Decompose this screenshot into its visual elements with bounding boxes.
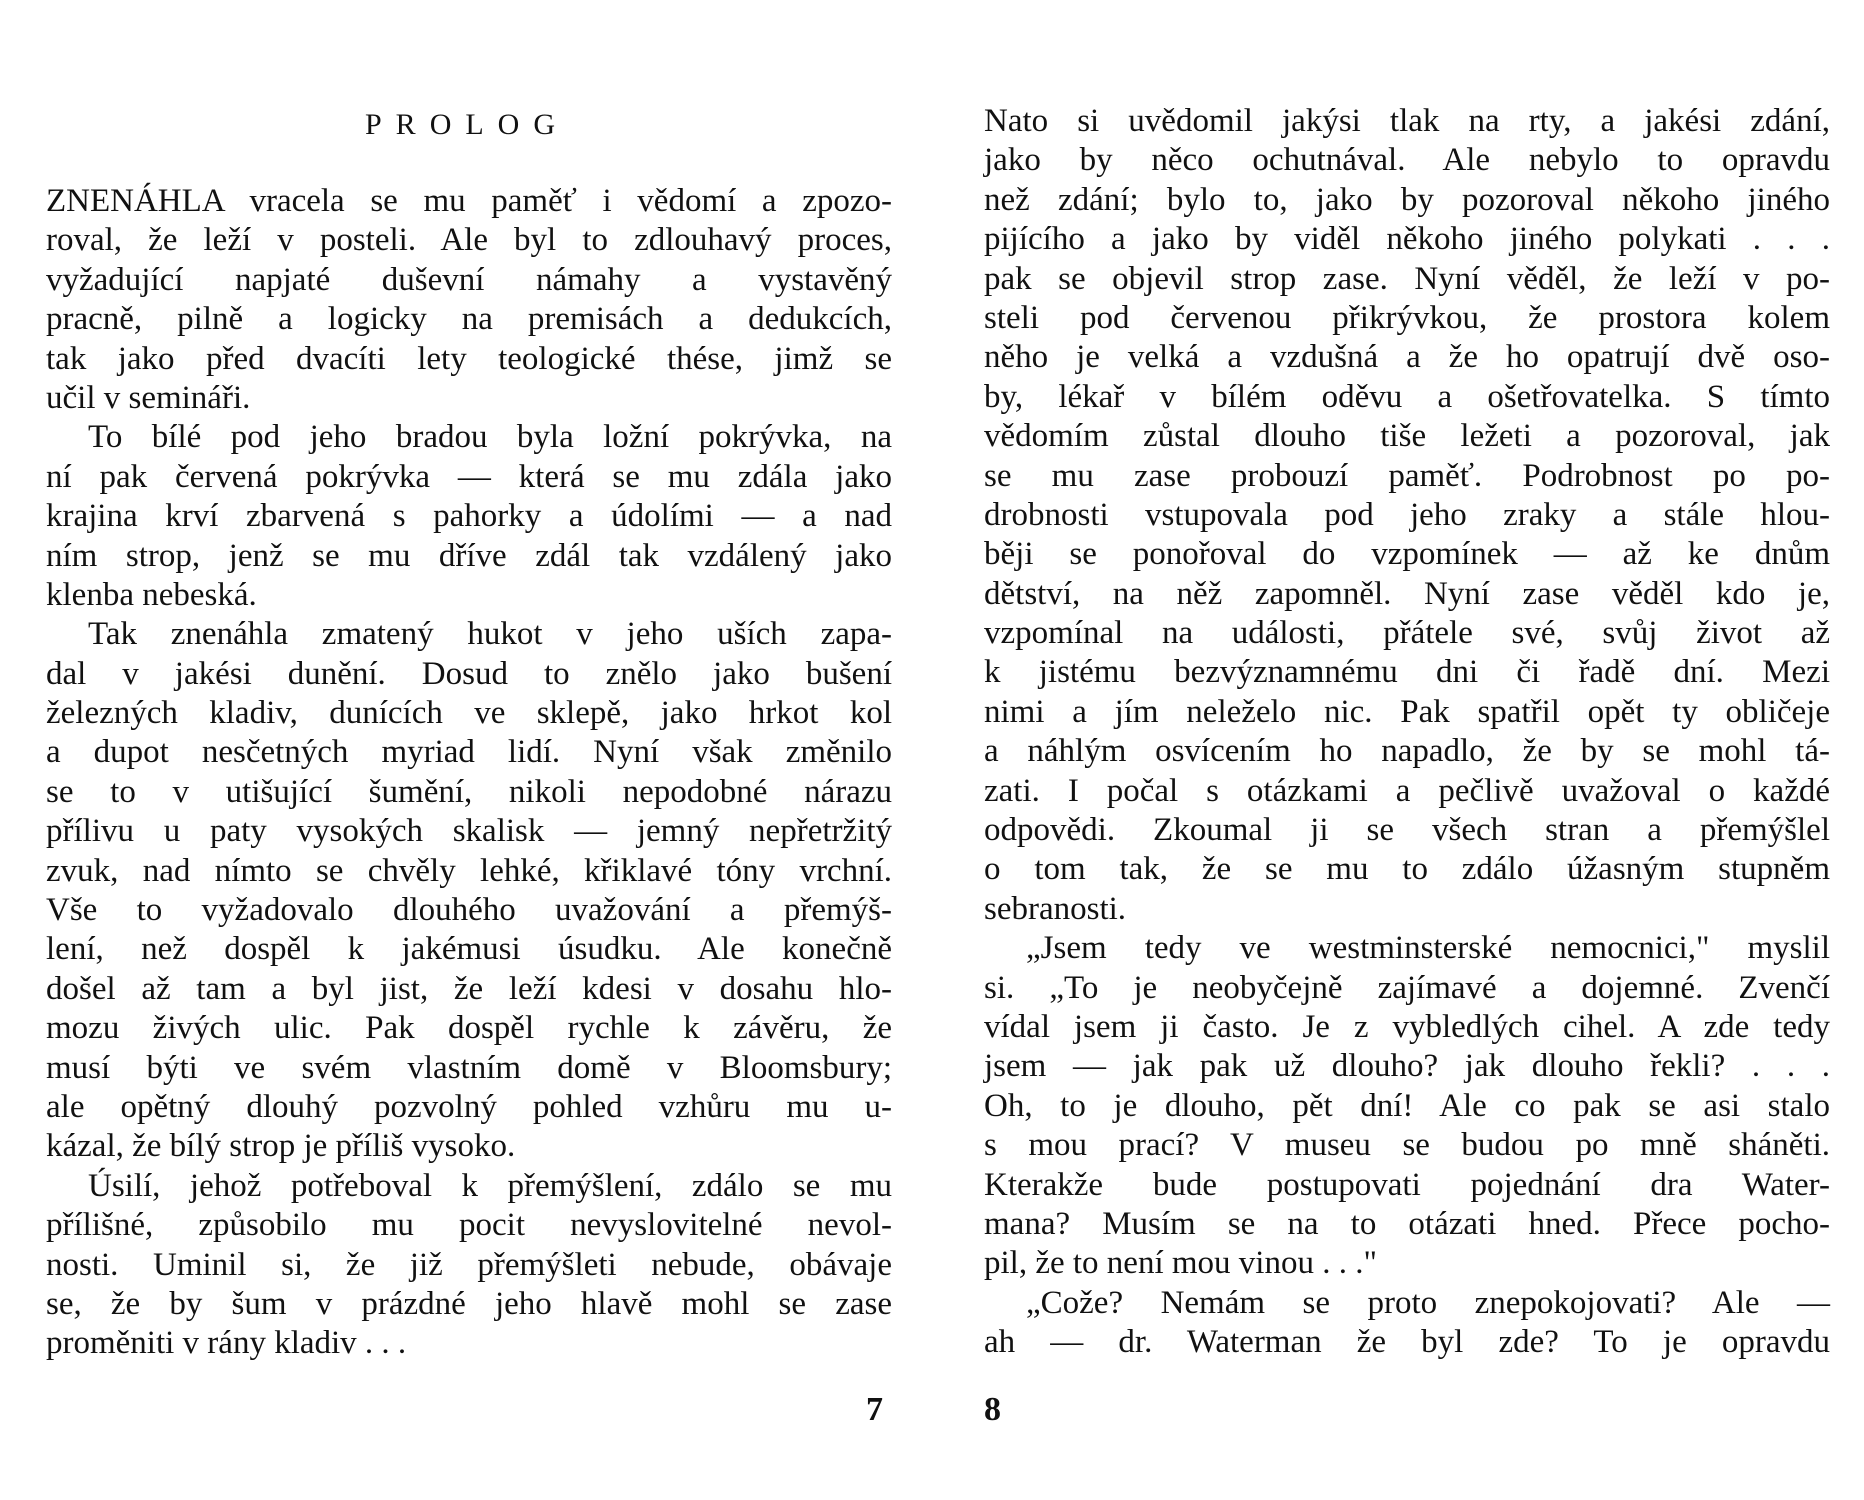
text-line: pijícího a jako by viděl někoho jiného polykati . . . bbox=[984, 221, 1830, 258]
text-line: klenba nebeská. bbox=[46, 576, 257, 613]
text-line: tak jako před dvacíti lety teologické thése, jimž se bbox=[46, 340, 892, 377]
text-line: kázal, že bílý strop je příliš vysoko. bbox=[46, 1128, 516, 1165]
text-line: pak se objevil strop zase. Nyní věděl, že leží v po- bbox=[984, 260, 1830, 297]
text-line: drobnosti vstupovala pod jeho zraky a stále hlou- bbox=[984, 496, 1830, 533]
paragraph bbox=[46, 418, 892, 615]
text-line: Oh, to je dlouho, pět dní! Ale co pak se asi stalo bbox=[984, 1087, 1830, 1124]
text-line: proměniti v rány kladiv . . . bbox=[46, 1325, 407, 1362]
text-line: se to v utišující šumění, nikoli nepodobné nárazu bbox=[46, 773, 892, 810]
text-line: došel až tam a byl jist, že leží kdesi v dosahu hlo- bbox=[46, 970, 892, 1007]
right-page bbox=[932, 0, 1864, 1500]
text-line: Tak znenáhla zmatený hukot v jeho uších zapa- bbox=[88, 616, 892, 653]
text-line: přílišné, způsobilo mu pocit nevyslovitelné nevol- bbox=[46, 1207, 892, 1244]
text-line: než zdání; bylo to, jako by pozoroval někoho jiného bbox=[984, 181, 1830, 218]
text-line: Úsilí, jehož potřeboval k přemýšlení, zdálo se mu bbox=[88, 1167, 892, 1204]
text-line: pracně, pilně a logicky na premisách a dedukcích, bbox=[46, 301, 892, 338]
text-line: dětství, na něž zapomněl. Nyní zase věděl kdo je, bbox=[984, 575, 1830, 612]
text-line: ní pak červená pokrývka — která se mu zdála jako bbox=[46, 458, 892, 495]
chapter-heading: PROLOG bbox=[365, 108, 570, 141]
text-line: se, že by šum v prázdné jeho hlavě mohl se zase bbox=[46, 1285, 892, 1322]
text-line: Kterakže bude postupovati pojednání dra Water- bbox=[984, 1166, 1830, 1203]
text-line: vyžadující napjaté duševní námahy a vystavěný bbox=[46, 261, 892, 298]
text-line: ale opětný dlouhý pozvolný pohled vzhůru mu u- bbox=[46, 1088, 892, 1125]
text-line: „Jsem tedy ve westminsterské nemocnici," myslil bbox=[1026, 930, 1830, 967]
text-line: a dupot nesčetných myriad lidí. Nyní však změnilo bbox=[46, 734, 892, 771]
paragraph bbox=[46, 182, 892, 418]
left-page-text bbox=[46, 182, 892, 1364]
text-line: To bílé pod jeho bradou byla ložní pokrývka, na bbox=[88, 419, 892, 456]
paragraph bbox=[46, 615, 892, 1166]
page-number-left: 7 bbox=[866, 1391, 883, 1428]
text-line: jako by něco ochutnával. Ale nebylo to opravdu bbox=[984, 142, 1830, 179]
text-line: něho je velká a vzdušná a že ho opatrují dvě oso- bbox=[984, 339, 1830, 376]
text-line: Nato si uvědomil jakýsi tlak na rty, a jakési zdání, bbox=[984, 103, 1830, 139]
text-line: steli pod červenou přikrývkou, že prostora kolem bbox=[984, 299, 1830, 336]
text-line: sebranosti. bbox=[984, 890, 1127, 927]
text-line: vzpomínal na události, přátele své, svůj život až bbox=[984, 615, 1830, 652]
text-line: pil, že to není mou vinou . . ." bbox=[984, 1245, 1377, 1282]
text-line: Vše to vyžadovalo dlouhého uvažování a přemýš- bbox=[46, 892, 892, 929]
text-line: o tom tak, že se mu to zdálo úžasným stupněm bbox=[984, 851, 1830, 888]
text-line: vědomím zůstal dlouho tiše ležeti a pozoroval, jak bbox=[984, 418, 1830, 455]
paragraph bbox=[984, 102, 1830, 929]
text-line: lení, než dospěl k jakémusi úsudku. Ale konečně bbox=[46, 931, 892, 968]
text-line: mozu živých ulic. Pak dospěl rychle k závěru, že bbox=[46, 1010, 892, 1047]
paragraph bbox=[46, 1167, 892, 1364]
text-line: roval, že leží v posteli. Ale byl to zdlouhavý proces, bbox=[46, 222, 892, 259]
right-page-text bbox=[984, 102, 1830, 1363]
text-line: zati. I počal s otázkami a pečlivě uvažoval o každé bbox=[984, 772, 1830, 809]
text-line: a náhlým osvícením ho napadlo, že by se mohl tá- bbox=[984, 733, 1830, 770]
text-line: jsem — jak pak už dlouho? jak dlouho řekli? . . . bbox=[984, 1048, 1830, 1085]
paragraph bbox=[984, 929, 1830, 1284]
text-line: musí býti ve svém vlastním domě v Bloomsbury; bbox=[46, 1049, 892, 1086]
text-line: „Cože? Nemám se proto znepokojovati? Ale — bbox=[1026, 1284, 1830, 1321]
text-line: ním strop, jenž se mu dříve zdál tak vzdálený jako bbox=[46, 537, 892, 574]
text-line: by, lékař v bílém oděvu a ošetřovatelka. S tímto bbox=[984, 378, 1830, 415]
text-line: krajina krví zbarvená s pahorky a údolími — a nad bbox=[46, 498, 892, 535]
text-line: ah — dr. Waterman že byl zde? To je opravdu bbox=[984, 1324, 1830, 1361]
text-line: zvuk, nad nímto se chvěly lehké, křiklavé tóny vrchní. bbox=[46, 852, 892, 889]
text-line: nosti. Uminil si, že již přemýšleti nebude, obávaje bbox=[46, 1246, 892, 1283]
text-line: železných kladiv, dunících ve sklepě, jako hrkot kol bbox=[46, 695, 892, 732]
text-line: vídal jsem ji často. Je z vybledlých cihel. A zde tedy bbox=[984, 1008, 1830, 1045]
text-line: mana? Musím se na to otázati hned. Přece pocho- bbox=[984, 1205, 1830, 1242]
text-line: s mou prací? V museu se budou po mně sháněti. bbox=[984, 1127, 1830, 1164]
text-line: k jistému bezvýznamnému dni či řadě dní. Mezi bbox=[984, 654, 1830, 691]
text-line: nimi a jím neleželo nic. Pak spatřil opět ty obličeje bbox=[984, 693, 1830, 730]
text-line: ZNENÁHLA vracela se mu paměť i vědomí a zpozo- bbox=[46, 183, 892, 219]
text-line: odpovědi. Zkoumal ji se všech stran a přemýšlel bbox=[984, 812, 1830, 849]
page-number-right: 8 bbox=[984, 1391, 1001, 1428]
text-line: přílivu u paty vysokých skalisk — jemný nepřetržitý bbox=[46, 813, 892, 850]
text-line: dal v jakési dunění. Dosud to znělo jako bušení bbox=[46, 655, 892, 692]
text-line: učil v semináři. bbox=[46, 379, 251, 416]
paragraph bbox=[984, 1284, 1830, 1363]
text-line: se mu zase probouzí paměť. Podrobnost po po- bbox=[984, 457, 1830, 494]
text-line: běji se ponořoval do vzpomínek — až ke dnům bbox=[984, 536, 1830, 573]
text-line: si. „To je neobyčejně zajímavé a dojemné. Zvenčí bbox=[984, 969, 1830, 1006]
